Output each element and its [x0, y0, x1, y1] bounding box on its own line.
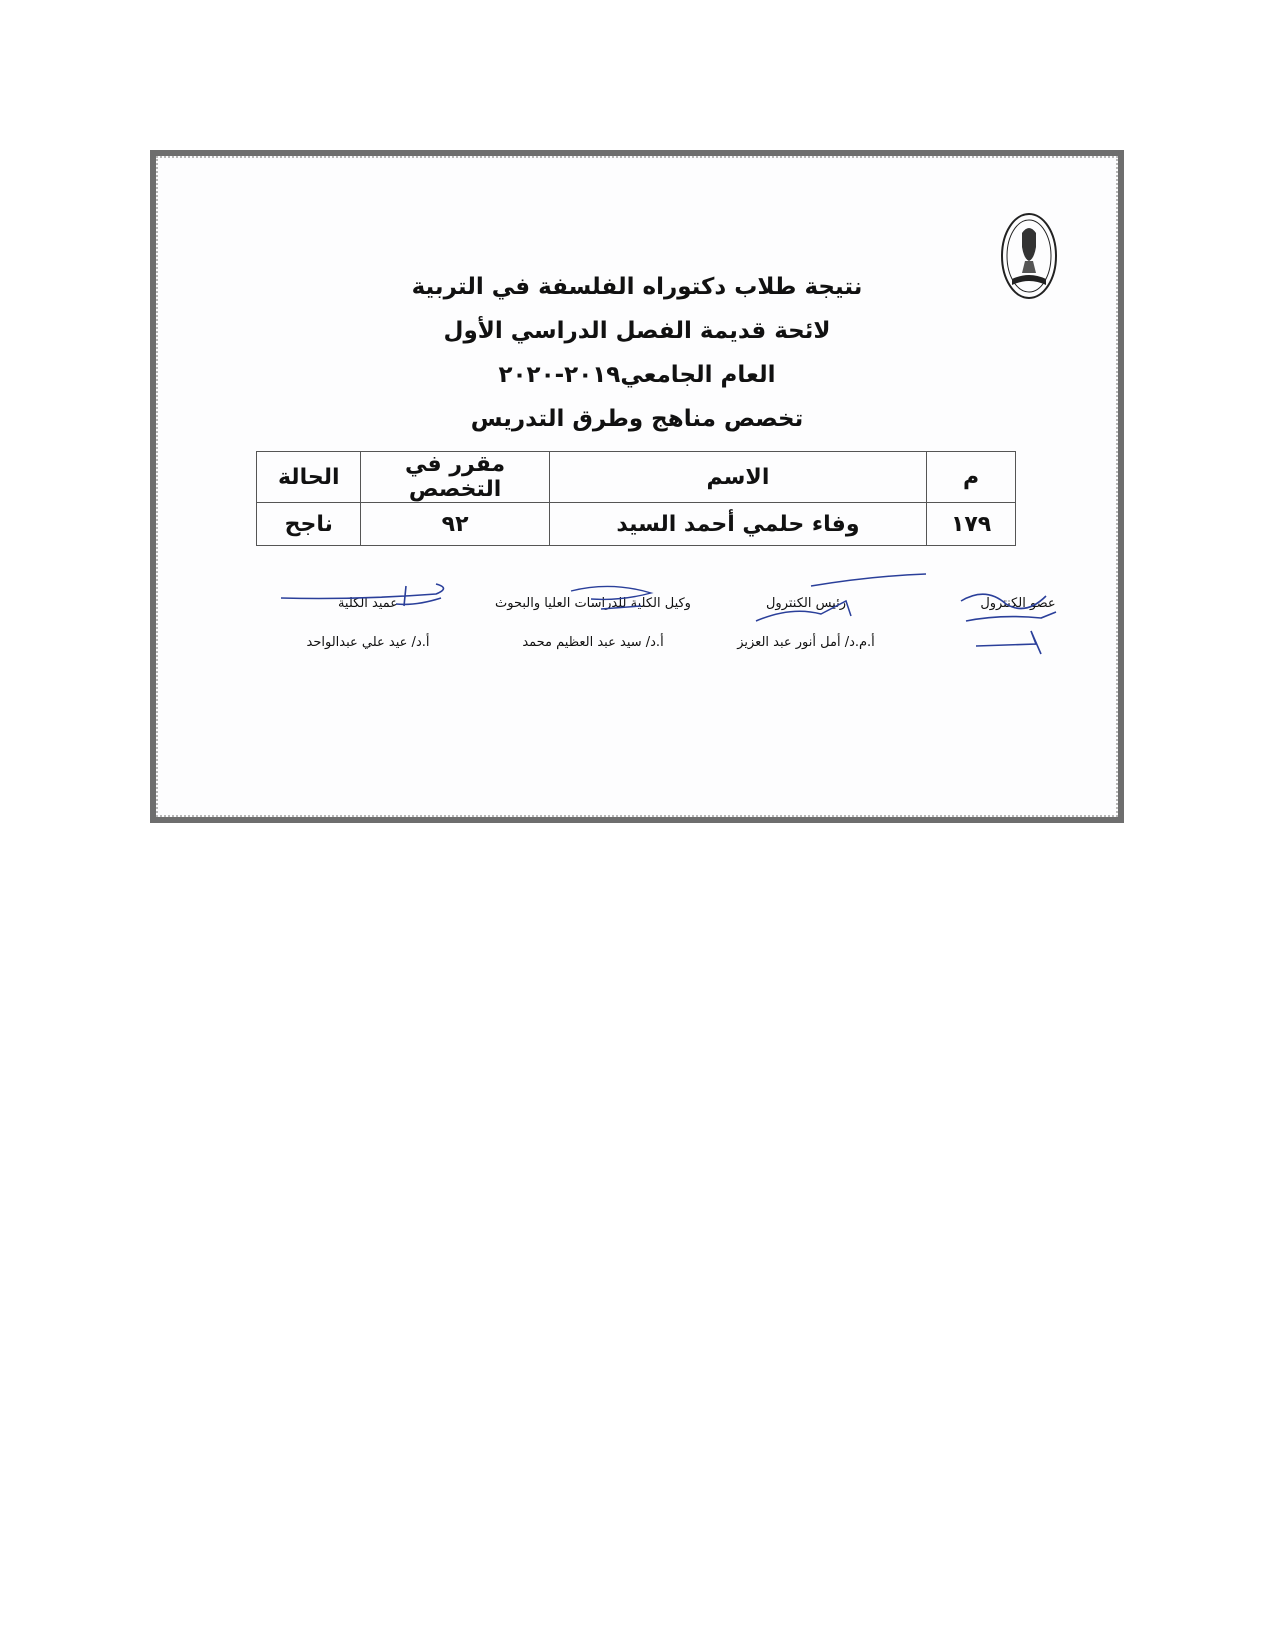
signature-control-member	[958, 596, 1078, 635]
title-line-4: تخصص مناهج وطرق التدريس	[470, 406, 804, 432]
signature-vice-dean	[478, 596, 708, 650]
signature-name: أ.د/ سيد عبد العظيم محمد	[522, 635, 664, 650]
certificate-frame	[150, 150, 1124, 823]
header-name: الاسم	[549, 452, 926, 503]
signature-dean	[268, 596, 468, 650]
cell-name: وفاء حلمي أحمد السيد	[549, 503, 926, 546]
results-table	[256, 451, 1016, 546]
cell-num: ١٧٩	[927, 503, 1016, 546]
table-header-row	[257, 452, 1016, 503]
header-num: م	[927, 452, 1016, 503]
signature-name: أ.م.د/ أمل أنور عبد العزيز	[737, 635, 875, 650]
signature-title: وكيل الكلية للدراسات العليا والبحوث	[495, 596, 691, 611]
signature-title: عضو الكنترول	[980, 596, 1056, 611]
signature-title: رئيس الكنترول	[765, 596, 847, 611]
cell-score: ٩٢	[361, 503, 549, 546]
table-row	[257, 503, 1016, 546]
signature-title: عميد الكلية	[337, 596, 399, 611]
header-score: مقرر في التخصص	[361, 452, 549, 503]
title-line-1: نتيجة طلاب دكتوراه الفلسفة في التربية	[411, 274, 863, 300]
title-line-2: لائحة قديمة الفصل الدراسي الأول	[443, 318, 831, 344]
signature-name: أ.د/ عيد علي عبدالواحد	[306, 635, 430, 650]
signature-control-head	[716, 596, 896, 650]
title-line-3: العام الجامعي٢٠١٩-٢٠٢٠	[498, 362, 776, 388]
cell-status: ناجح	[257, 503, 361, 546]
header-status: الحالة	[257, 452, 361, 503]
